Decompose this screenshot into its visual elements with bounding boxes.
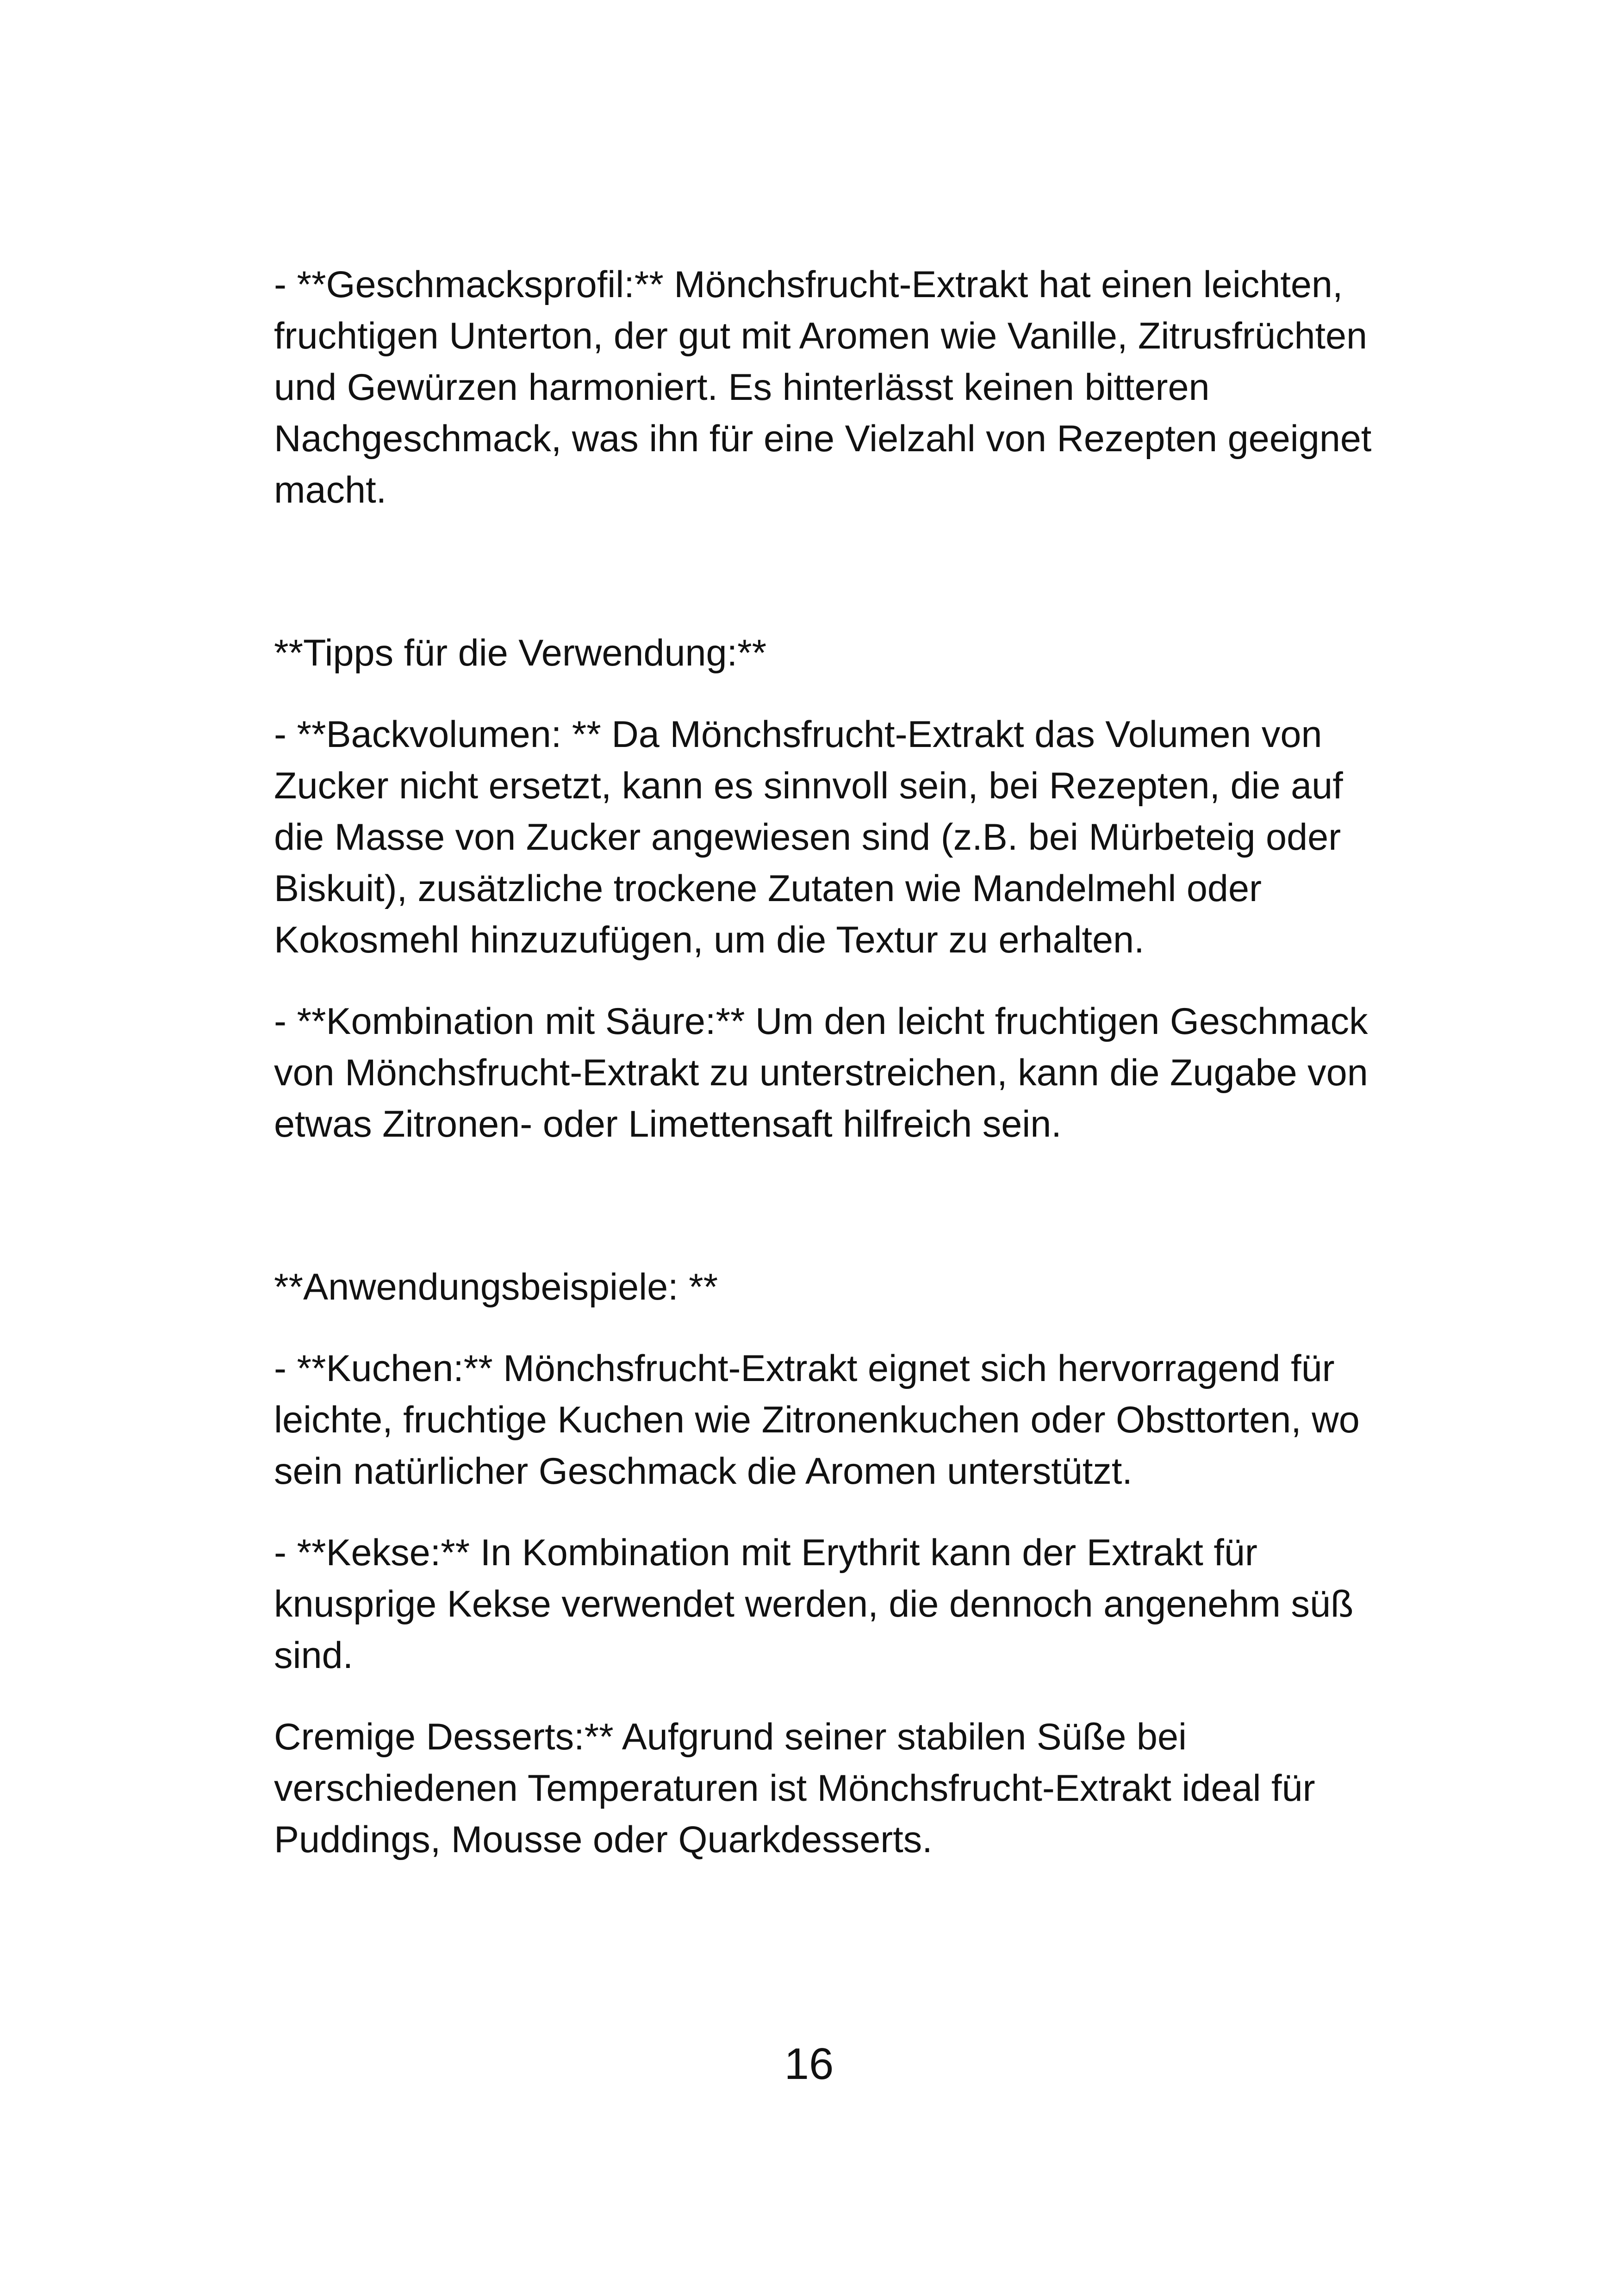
heading-anwendungsbeispiele: **Anwendungsbeispiele: ** xyxy=(274,1266,718,1308)
section-gap xyxy=(274,1180,1385,1262)
page-number: 16 xyxy=(784,2039,834,2089)
paragraph-backvolumen: - **Backvolumen: ** Da Mönchsfrucht-Extrakt das Volumen von Zucker nicht ersetzt, kann es sinnvoll sein, bei Rezepten, die auf die Masse von Zucker angewiesen sind (z.B. bei Mürbeteig oder Biskuit), zusätzliche trockene Zutaten wie Mandelmehl oder Kokosmehl hinzuzufügen, um die Textur zu erhalten. xyxy=(274,714,1343,961)
paragraph-kuchen: - **Kuchen:** Mönchsfrucht-Extrakt eignet sich hervorragend für leichte, fruchtige Kuchen wie Zitronenkuchen oder Obsttorten, wo sein natürlicher Geschmack die Aromen unterstützt. xyxy=(274,1348,1360,1492)
paragraph-geschmacksprofil: - **Geschmacksprofil:** Mönchsfrucht-Extrakt hat einen leichten, fruchtigen Unterton, der gut mit Aromen wie Vanille, Zitrusfrüchten und Gewürzen harmoniert. Es hinterlässt keinen bitteren Nachgeschmack, was ihn für eine Vielzahl von Rezepten geeignet macht. xyxy=(274,264,1372,511)
paragraph-saeure: - **Kombination mit Säure:** Um den leicht fruchtigen Geschmack von Mönchsfrucht-Extrakt zu unterstreichen, kann die Zugabe von etwas Zitronen- oder Limettensaft hilfreich sein. xyxy=(274,1001,1368,1145)
section-gap xyxy=(274,546,1385,628)
paragraph-desserts: Cremige Desserts:** Aufgrund seiner stabilen Süße bei verschiedenen Temperaturen ist Mönchsfrucht-Extrakt ideal für Puddings, Mousse oder Quarkdesserts. xyxy=(274,1716,1315,1860)
heading-tipps: **Tipps für die Verwendung:** xyxy=(274,632,767,674)
paragraph-kekse: - **Kekse:** In Kombination mit Erythrit kann der Extrakt für knusprige Kekse verwendet werden, die dennoch angenehm süß sind. xyxy=(274,1532,1354,1676)
body-text xyxy=(274,259,1385,1896)
